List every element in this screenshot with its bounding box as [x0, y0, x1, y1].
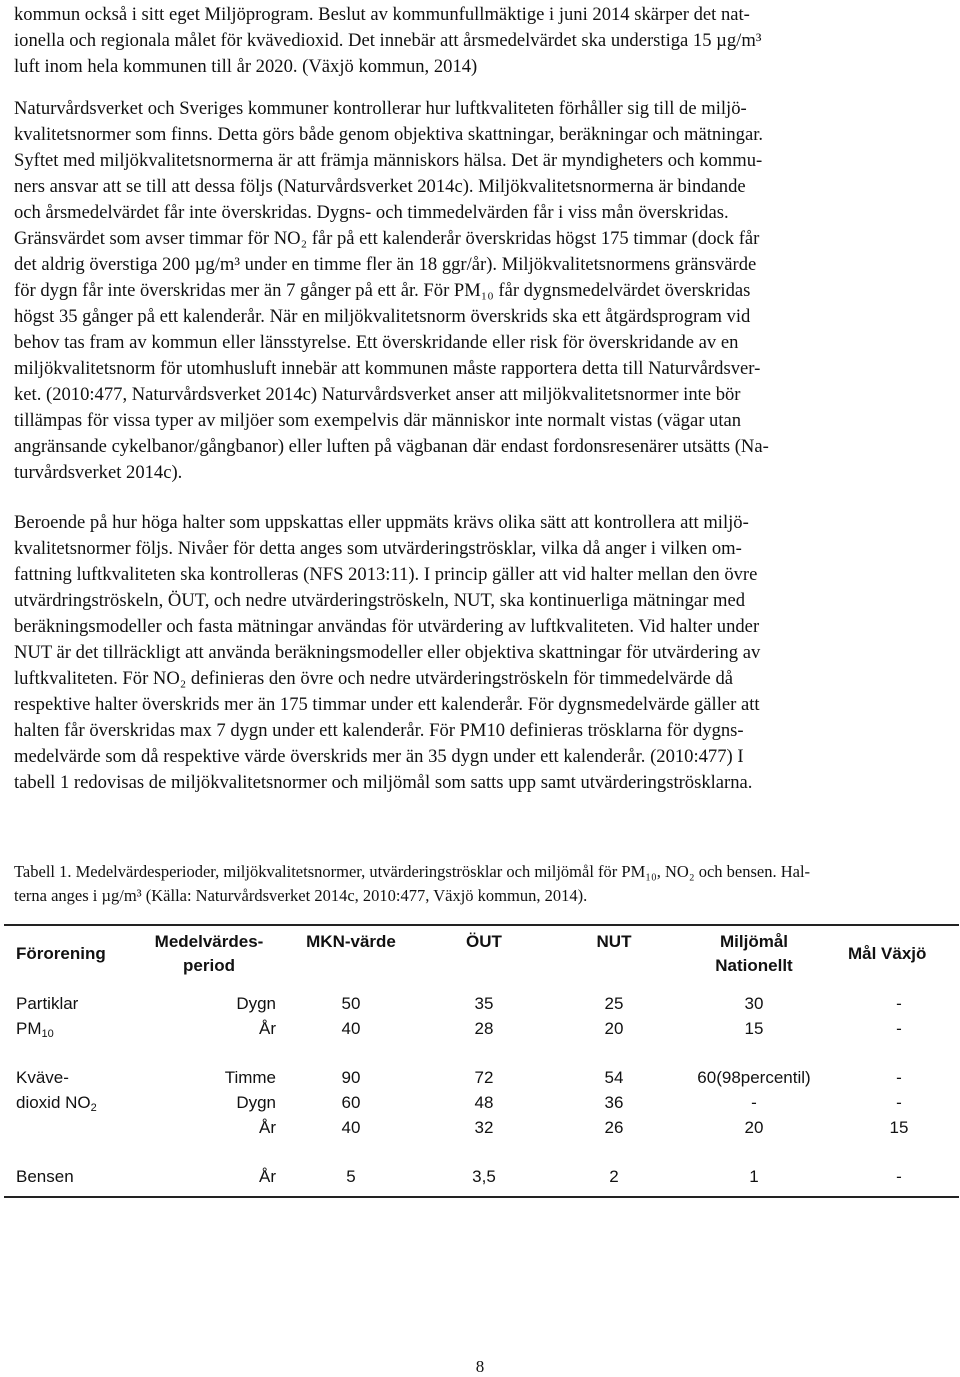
table-cell-pollutant: Kväve- [16, 1068, 69, 1087]
table-cell-period: Timme [224, 1068, 276, 1087]
table-cell-vaxjo: - [896, 1093, 902, 1112]
page-number: 8 [475, 1357, 485, 1376]
table-row [4, 1116, 959, 1141]
table-cell-mkn: 60 [341, 1093, 361, 1112]
table-cell-mkn: 50 [341, 994, 361, 1013]
table-header-row [4, 926, 959, 984]
pollutant-subscript: 10 [41, 1028, 54, 1040]
table-cell-national: 1 [749, 1167, 759, 1186]
table-cell-national: 60(98percentil) [697, 1068, 811, 1087]
header-pollutant: Förorening [16, 944, 106, 963]
table-cell-pollutant: Bensen [16, 1167, 74, 1186]
table-cell-nut: 2 [609, 1167, 619, 1186]
header-national-goal: Miljömål Nationellt [715, 932, 793, 975]
table-cell-vaxjo: 15 [889, 1118, 909, 1137]
table-cell-pollutant: Partiklar [16, 994, 79, 1013]
table-cell-period: Dygn [236, 994, 276, 1013]
table-cell-vaxjo: - [896, 1167, 902, 1186]
table-cell-national: 15 [744, 1019, 764, 1038]
table-row [4, 992, 959, 1017]
data-table [4, 924, 959, 1198]
table-cell-period: År [259, 1118, 276, 1137]
table-cell-out: 35 [474, 994, 494, 1013]
table-cell-period: Dygn [236, 1093, 276, 1112]
table-cell-vaxjo: - [896, 1068, 902, 1087]
table-cell-mkn: 40 [341, 1118, 361, 1137]
table-cell-vaxjo: - [896, 994, 902, 1013]
table-cell-out: 72 [474, 1068, 494, 1087]
header-vaxjo-goal: Mål Växjö [848, 944, 927, 963]
paragraph-1: kommun också i sitt eget Miljöprogram. Beslut av kommunfullmäktige i juni 2014 skärper det nat- ionella och regionala målet för kvävedioxid. Det innebär att årsmedelvärdet ska understiga 15 µg/m³ luft inom hela kommunen till år 2020. (Växjö kommun, 2014) [14, 4, 762, 77]
table-row [4, 1017, 959, 1042]
table-cell-out: 32 [474, 1118, 494, 1137]
table-body [4, 992, 959, 1196]
header-mkn: MKN-värde [306, 932, 396, 951]
table-cell-period: År [259, 1019, 276, 1038]
table-cell-nut: 20 [604, 1019, 624, 1038]
table-cell-national: 20 [744, 1118, 764, 1137]
table-cell-national: 30 [744, 994, 764, 1013]
paragraph-2: Naturvårdsverket och Sveriges kommuner kontrollerar hur luftkvaliteten förhåller sig till de miljö- kvalitetsnormer som finns. Detta görs både genom objektiva skattningar, beräkningar och mätningar. Syftet med miljökvalitetsnormerna är att främja människors hälsa. Det är myndigheters och kommu- ners ansvar att se till att dessa följs (Naturvårdsverket 2014c). Miljökvalitetsnormerna är bindande och årsmedelvärdet får inte överskridas. Dygns- och timmedelvärden får i viss mån överskridas. Gränsvärdet som avser timmar för NO₂ får på ett kalenderår överskridas högst 175 timmar (dock får det aldrig överstiga 200 µg/m³ under en timme fler än 18 ggr/år). Miljökvalitetsnormens gränsvärde för dygn får inte överskridas mer än 7 gånger på ett år. För PM₁₀ får dygnsmedelvärdet överskridas högst 35 gånger på ett kalenderår. När en miljökvalitetsnorm överskrids ska ett åtgärdsprogram vid behov tas fram av kommun eller länsstyrelse. Ett överskridande eller risk för överskridande av en miljökvalitetsnorm för utomhusluft innebär att kommunen måste rapportera detta till Naturvårdsver- ket. (2010:477, Naturvårdsverket 2014c) Naturvårdsverket anser att miljökvalitetsnormer inte bör tillämpas för vissa typer av miljöer som exempelvis där människor inte normalt vistas (vägar utan angränsande cykelbanor/gångbanor) eller luften på vägbanan där endast fordonsresenärer utsätts (Na- turvårdsverket 2014c). [14, 98, 769, 483]
table-cell-nut: 25 [604, 994, 624, 1013]
table-cell-pollutant: $PM_{10}$ [16, 1019, 54, 1040]
table-cell-out: 3,5 [472, 1167, 496, 1186]
header-period: Medelvärdes- period [154, 932, 264, 975]
table-row [4, 1066, 959, 1091]
table-cell-nut: 36 [604, 1093, 624, 1112]
table-cell-period: År [259, 1167, 276, 1186]
table-row [4, 1091, 959, 1116]
table-cell-mkn: 90 [341, 1068, 361, 1087]
table-cell-vaxjo: - [896, 1019, 902, 1038]
table-cell-mkn: 40 [341, 1019, 361, 1038]
table-cell-nut: 54 [604, 1068, 624, 1087]
table-cell-mkn: 5 [346, 1167, 356, 1186]
table-cell-pollutant: dioxid $NO_2$ [16, 1093, 97, 1114]
table-cell-out: 48 [474, 1093, 494, 1112]
pollutant-subscript: 2 [90, 1102, 97, 1114]
table-cell-national: - [751, 1093, 757, 1112]
table-cell-out: 28 [474, 1019, 494, 1038]
table-cell-nut: 26 [604, 1118, 624, 1137]
paragraph-3: Beroende på hur höga halter som uppskattas eller uppmäts krävs olika sätt att kontrollera att miljö- kvalitetsnormer följs. Nivåer för detta anges som utvärderingströsklar, vilka då anger i vilken om- fattning luftkvaliteten ska kontrolleras (NFS 2013:11). I princip gäller att vid halter mellan den övre utvärdringströskeln, ÖUT, och nedre utvärderingströskeln, NUT, ska kontinuerliga mätningar med beräkningsmodeller och fasta mätningar användas för utvärdering av luftkvaliteten. Vid halter under NUT är det tillräckligt att använda beräkningsmodeller eller objektiva skattningar för utvärdering av luftkvaliteten. För NO₂ definieras den övre och nedre utvärderingströskeln för timmedelvärde då respektive halter överskrids mer än 175 timmar under ett kalenderår. För dygnsmedelvärde gäller att halten får överskridas max 7 dygn under ett kalenderår. För PM10 definieras trösklarna för dygns- medelvärde som då respektive värde överskrids mer än 35 dygn under ett kalenderår. (2010:477) I tabell 1 redovisas de miljökvalitetsnormer och miljömål som satts upp samt utvärderingströsklarna. [14, 512, 761, 793]
table-row [4, 1165, 959, 1190]
header-out: ÖUT [466, 932, 502, 951]
header-nut: NUT [596, 932, 632, 951]
table-caption: Tabell 1. Medelvärdesperioder, miljökvalitetsnormer, utvärderingströsklar och miljömål för PM₁₀, NO₂ och bensen. Hal- terna anges i µg/m³ (Källa: Naturvårdsverket 2014c, 2010:477, Växjö kommun, 2014). [14, 862, 811, 905]
